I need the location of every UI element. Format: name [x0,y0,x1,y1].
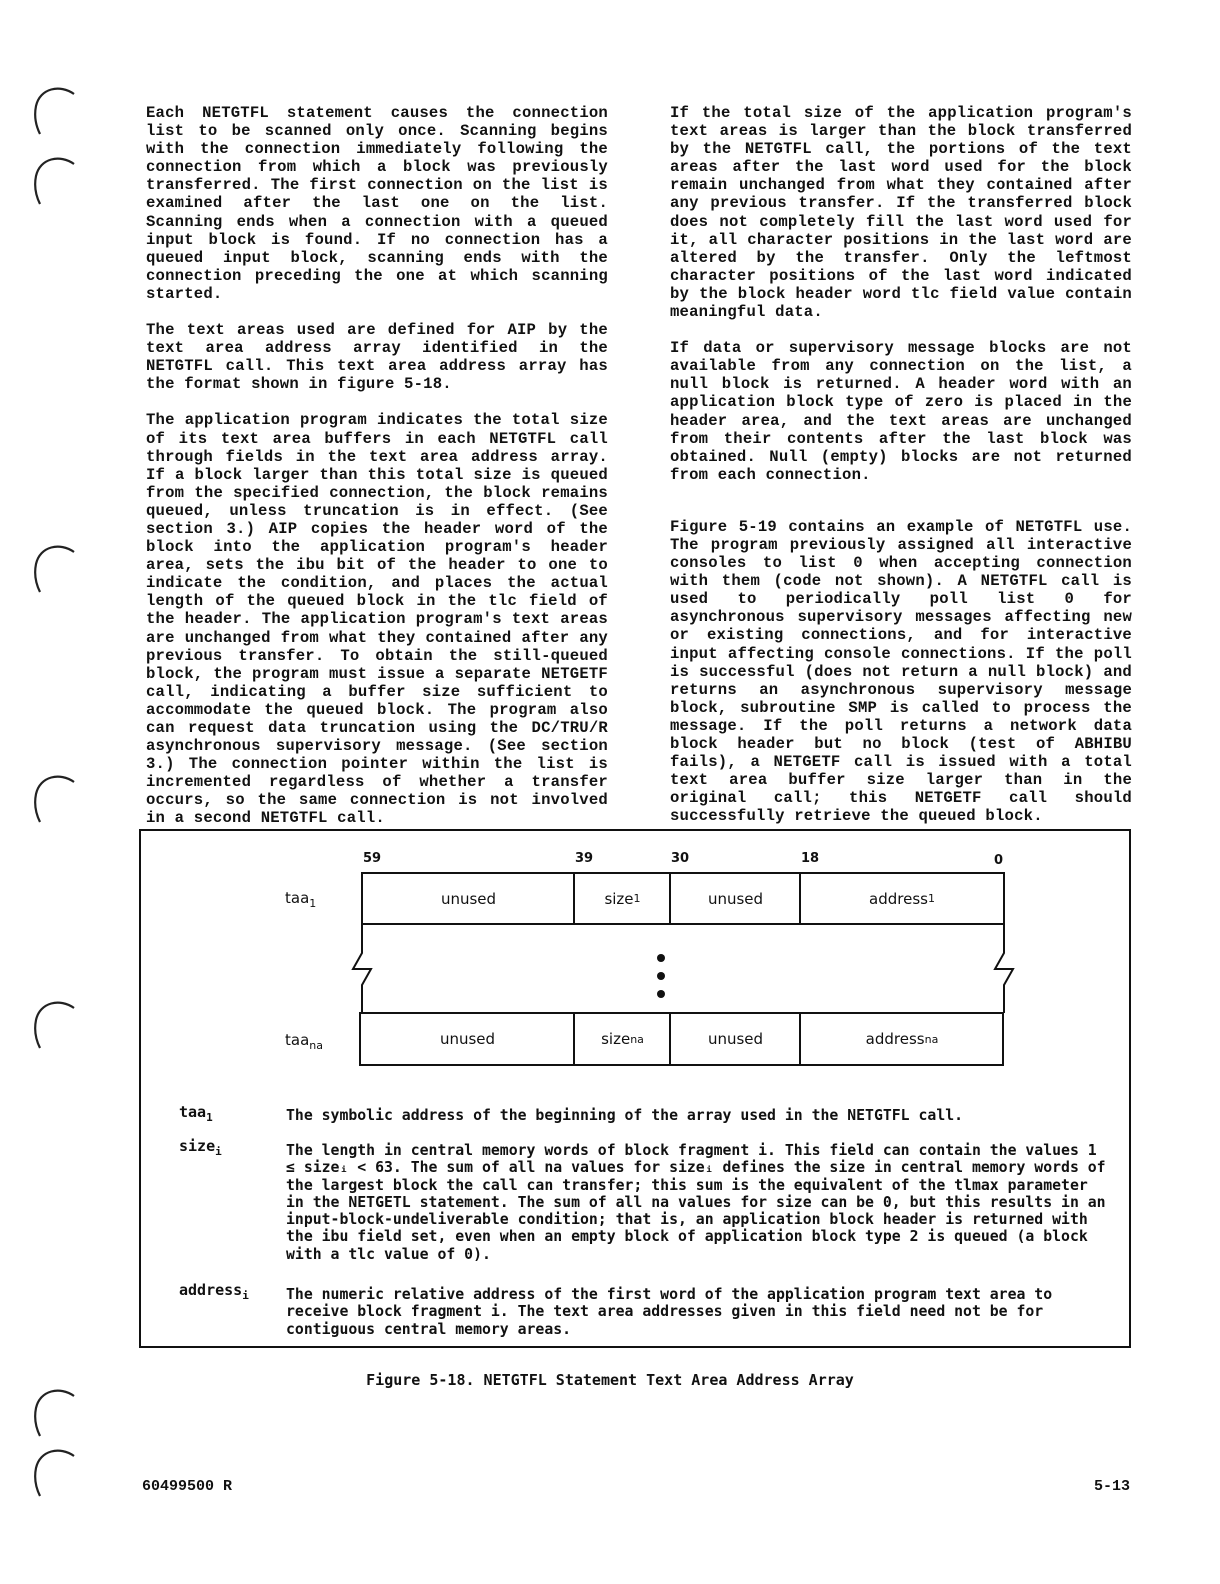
definition-text: The symbolic address of the beginning of the array used in the NETGTFL call. [286,1107,964,1124]
field-unused: unused [707,889,764,908]
binder-hole-mark [32,1000,76,1050]
field-unused: unused [440,889,497,908]
field-size: size na [601,1030,644,1048]
definition-term: taa$_1$ [179,1103,213,1124]
definition-text: The numeric relative address of the first word of the application program text area to receive block fragment i. The text area addresses given in this field need not be for contiguous central memory areas. [286,1286,1053,1338]
row-label-taa1: taa$_1$ [285,889,317,910]
binder-hole-mark [32,544,76,594]
ellipsis-dot [657,990,665,998]
paragraph: Figure 5-19 contains an example of NETGTFL use. The program previously assigned all interactive consoles to list 0 when accepting connection with them (code not shown). A NETGTFL call is used to periodically poll list 0 for asynchronous supervisory messages affecting new or existing connections, and for interactive input affecting console connections. If the poll is successful (does not return a null block) and returns an asynchronous supervisory message block, subroutine SMP is called to process the message. If the poll returns a network data block header but no block (test of ABHIBU fails), a NETGETF call is issued with a total text area buffer size larger than in the original call; this NETGETF call should successfully retrieve the queued block. [670,517,1132,826]
document-number: 60499500 R [142,1478,233,1495]
paragraph: If data or supervisory message blocks are not available from any connection on the list, a null block is returned. A header word with an application block type of zero is placed in the header area, and the text areas are unchanged from their contents after the last block was obtained. Null (empty) blocks are not returned from each connection. [670,339,1132,484]
binder-hole-mark [32,774,76,824]
field-size: size 1 [604,889,641,908]
field-address: address 1 [869,889,935,908]
definition-text: The length in central memory words of block fragment i. This field can contain the values 1 ≤ sizeᵢ < 63. The sum of all na values for sizeᵢ defines the size in central memory words of the largest block the call can transfer; this sum is the equivalent of the tlmax parameter in the NETGETL statement. The sum of all na values for size can be 0, but this results in an input-block-undeliverable condition; that is, an application block header is returned with the ibu field set, even when an empty block of application block type 2 is queued (a block with a tlc value of 0). [286,1142,1106,1263]
ellipsis-dot [657,972,665,980]
bit-label: 39 [575,851,594,866]
paragraph: The application program indicates the total size of its text area buffers in each NETGTFL call through fields in the text area address array. If a block larger than this total size is queued from the specified connection, the block remains queued, unless truncation is in effect. (See section 3.) AIP copies the header word of the block into the application program's header area, sets the ibu bit of the header to one to indicate the condition, and places the actual length of the queued block in the tlc field of the header. The application program's text areas are unchanged from what they contained after any previous transfer. To obtain the still-queued block, the program must issue a separate NETGETF call, indicating a buffer size sufficient to accommodate the queued block. The program also can request data truncation using the DC/TRU/R asynchronous supervisory message. (See section 3.) The connection pointer within the list is incremented regardless of whether a transfer occurs, so the same connection is not involved in a second NETGTFL call. [146,411,608,828]
figure-caption: Figure 5-18. NETGTFL Statement Text Area Address Array [366,1371,854,1389]
paragraph: Each NETGTFL statement causes the connection list to be scanned only once. Scanning begins with the connection immediately following the connection from which a block was previously transferred. The first connection on the list is examined after the last one on the list. Scanning ends when a connection with a queued input block is found. If no connection has a queued input block, scanning ends with the connection preceding the one at which scanning started. [146,104,608,303]
bit-label: 59 [363,851,382,866]
ellipsis-dot [657,954,665,962]
right-column [670,104,1132,843]
row-label-taana: taa$_{na}$ [285,1031,323,1052]
bit-label: 18 [801,851,820,866]
binder-hole-mark [32,156,76,206]
bit-label: 0 [994,853,1004,868]
field-unused: unused [707,1030,764,1048]
page-number: 5-13 [1094,1478,1131,1495]
definition-term: address$_i$ [179,1281,249,1302]
binder-hole-mark [32,86,76,136]
definition-term: size$_i$ [179,1137,222,1158]
field-address: address na [865,1030,939,1048]
field-unused: unused [439,1030,496,1048]
figure-box [139,829,1131,1348]
binder-hole-mark [32,1448,76,1498]
left-column [146,104,608,846]
paragraph: If the total size of the application program's text areas is larger than the block transferred by the NETGTFL call, the portions of the text areas after the last word used for the block remain unchanged from what they contained after any previous transfer. If the transferred block does not completely fill the last word used for it, all character positions in the last word are altered by the transfer. Only the leftmost character positions of the last word indicated by the block header word tlc field value contain meaningful data. [670,104,1132,322]
bit-label: 30 [671,851,690,866]
binder-hole-mark [32,1388,76,1438]
paragraph: The text areas used are defined for AIP by the text area address array identified in the NETGTFL call. This text area address array has the format shown in figure 5-18. [146,321,608,394]
